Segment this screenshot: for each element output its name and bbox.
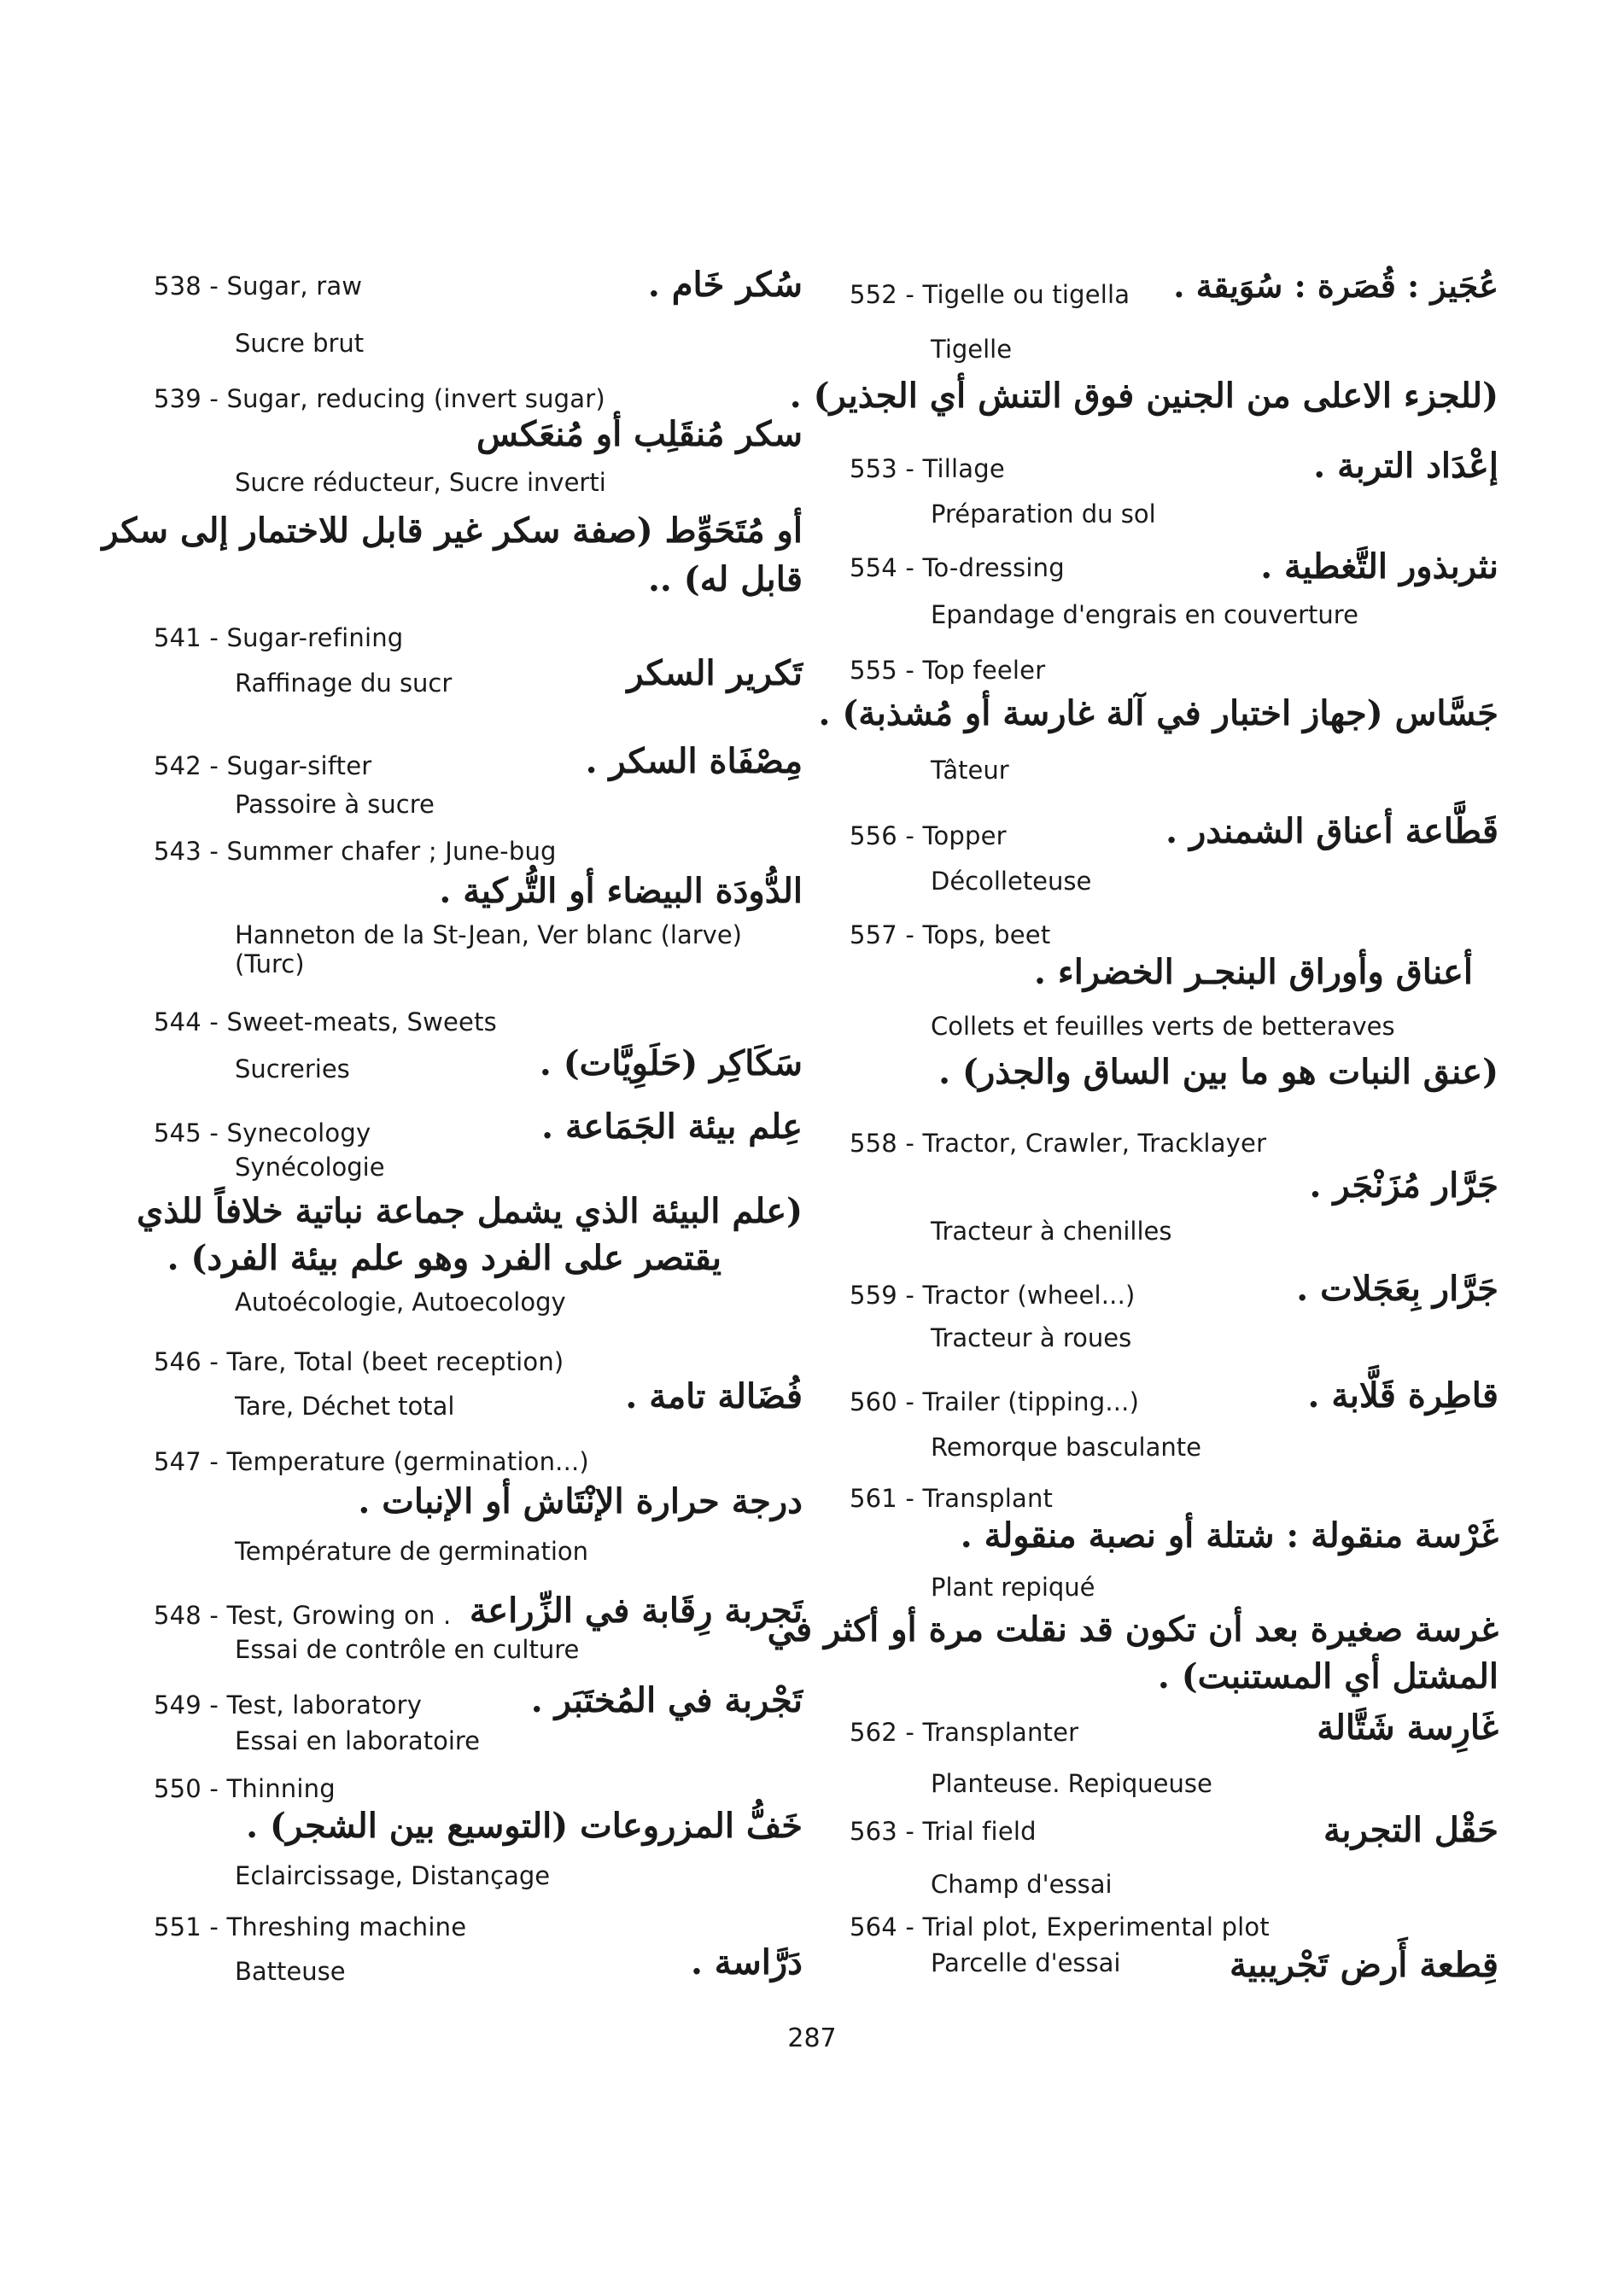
arabic-term: جَسَّاس (جهاز اختبار في آلة غارسة أو مُشذبة) . (818, 693, 1498, 733)
entry-547 (154, 1447, 803, 1476)
french-term: Collets et feuilles verts de betteraves (931, 1012, 1395, 1041)
french-term: Plant repiqué (931, 1573, 1095, 1602)
entry-562 (850, 1708, 1498, 1748)
french-term: Sucreries (235, 1054, 350, 1083)
arabic-term: خَفُّ المزروعات (التوسيع بين الشجر) . (246, 1806, 803, 1846)
entry-heading: 561 - Transplant (850, 1484, 1054, 1513)
entry-heading: 555 - Top feeler (850, 656, 1046, 685)
entry-553 (850, 446, 1498, 486)
arabic-term: أعناق وأوراق البنجـر الخضراء . (1034, 952, 1473, 992)
arabic-term: سَكَاكِر (حَلَوِيَّات) . (539, 1043, 803, 1083)
french-term: Tigelle (931, 335, 1013, 364)
entry-heading: 557 - Tops, beet (850, 920, 1051, 949)
entry-557 (850, 920, 1498, 949)
arabic-term: مِصْفَاة السكر . (585, 741, 803, 781)
arabic-term: تَجربة رِقَابة في الزِّراعة (469, 1591, 803, 1631)
arabic-term: تَجْربة في المُختَبَر . (530, 1680, 803, 1720)
entry-551 (154, 1912, 803, 1941)
arabic-term: سكر مُنقَلِب أو مُنعَكس (476, 414, 803, 454)
arabic-note: غرسة صغيرة بعد أن تكون قد نقلت مرة أو أكثر في (767, 1609, 1498, 1649)
french-term: Remorque basculante (931, 1433, 1201, 1462)
entry-560 (850, 1375, 1498, 1416)
french-term: Tracteur à chenilles (931, 1217, 1172, 1246)
french-note: Autoécologie, Autoecology (235, 1287, 566, 1317)
entry-heading: 552 - Tigelle ou tigella (850, 280, 1130, 309)
arabic-term: سُكر خَام . (647, 265, 803, 305)
entry-heading: 549 - Test, laboratory (154, 1690, 423, 1720)
french-term: Hanneton de la St-Jean, Ver blanc (larve) (235, 920, 742, 949)
french-note: (Turc) (235, 949, 305, 978)
french-term: Décolleteuse (931, 867, 1092, 896)
entry-heading: 558 - Tractor, Crawler, Tracklayer (850, 1129, 1267, 1158)
french-term: Eclaircissage, Distançage (235, 1861, 551, 1890)
entry-heading: 554 - To-dressing (850, 553, 1065, 582)
entry-heading: 546 - Tare, Total (beet reception) (154, 1347, 564, 1376)
arabic-note: (علم البيئة الذي يشمل جماعة نباتية خلافاً للذي (137, 1191, 803, 1231)
entry-546 (154, 1347, 803, 1376)
entry-heading: 539 - Sugar, reducing (invert sugar) (154, 384, 605, 413)
arabic-term: درجة حرارة الإنْتَاش أو الإنبات . (358, 1481, 803, 1521)
arabic-term: غَارِسة شَتَّالة (1317, 1708, 1498, 1748)
entry-heading: 560 - Trailer (tipping...) (850, 1387, 1140, 1416)
arabic-term: قِطعة أَرض تَجْريبية (1229, 1945, 1498, 1985)
entry-543 (154, 837, 803, 866)
entry-heading: 553 - Tillage (850, 454, 1005, 483)
arabic-term: إعْدَاد التربة . (1313, 446, 1498, 486)
entry-heading: 538 - Sugar, raw (154, 272, 363, 301)
entry-559 (850, 1269, 1498, 1310)
entry-heading: 547 - Temperature (germination...) (154, 1447, 589, 1476)
french-term: Passoire à sucre (235, 790, 435, 819)
entry-heading: 548 - Test, Growing on . (154, 1601, 452, 1630)
arabic-note: المشتل أي المستنبت) . (1157, 1656, 1498, 1696)
arabic-term: جَرَّار بِعَجَلات . (1296, 1269, 1498, 1309)
entry-564 (850, 1912, 1498, 1941)
french-term: Tare, Déchet total (235, 1392, 455, 1421)
arabic-term: تَكرير السكر (627, 653, 803, 693)
arabic-term: عِلم بيئة الجَمَاعة . (541, 1106, 803, 1147)
french-term: Synécologie (235, 1153, 385, 1182)
arabic-term: نثربذور التَّغطية . (1260, 546, 1498, 587)
entry-548 (154, 1591, 803, 1631)
arabic-term: الدُّودَة البيضاء أو التُّركية . (439, 871, 803, 911)
arabic-term: غَرْسة منقولة : شتلة أو نصبة منقولة . (960, 1515, 1498, 1556)
french-term: Tâteur (931, 756, 1009, 785)
entry-558 (850, 1129, 1498, 1158)
entry-heading: 550 - Thinning (154, 1774, 336, 1803)
french-term: Tracteur à roues (931, 1323, 1132, 1352)
french-term: Essai en laboratoire (235, 1726, 480, 1755)
arabic-term: عُجَيز : قُصَرة : سُوَيقة . (1173, 266, 1498, 305)
french-term: Essai de contrôle en culture (235, 1635, 580, 1664)
arabic-note: أو مُتَحَوِّط (صفة سكر غير قابل للاختمار إلى سكر (102, 511, 803, 551)
entry-545 (154, 1106, 803, 1147)
entry-563 (850, 1810, 1498, 1850)
entry-542 (154, 741, 803, 781)
entry-554 (850, 546, 1498, 587)
french-term: Parcelle d'essai (931, 1948, 1121, 1977)
arabic-note: (عنق النبات هو ما بين الساق والجذر) . (938, 1052, 1498, 1092)
arabic-term: حَقْل التجربة (1323, 1810, 1498, 1850)
entry-544 (154, 1007, 803, 1036)
french-term: Sucre réducteur, Sucre inverti (235, 468, 606, 497)
arabic-term: قاطِرة قَلَّابة . (1307, 1375, 1498, 1416)
entry-561 (850, 1484, 1498, 1513)
entry-555 (850, 656, 1498, 685)
entry-heading: 551 - Threshing machine (154, 1912, 467, 1941)
entry-541 (154, 623, 803, 652)
page-number: 287 (787, 2023, 837, 2053)
french-term: Champ d'essai (931, 1870, 1113, 1899)
entry-heading: 563 - Trial field (850, 1817, 1037, 1846)
entry-heading: 544 - Sweet-meats, Sweets (154, 1007, 497, 1036)
entry-heading: 562 - Transplanter (850, 1718, 1079, 1747)
arabic-note: يقتصر على الفرد وهو علم بيئة الفرد) . (166, 1238, 721, 1278)
entry-heading: 542 - Sugar-sifter (154, 751, 372, 780)
french-term: Sucre brut (235, 329, 365, 358)
entry-heading: 556 - Topper (850, 821, 1007, 850)
french-term: Préparation du sol (931, 499, 1156, 528)
entry-549 (154, 1680, 803, 1720)
arabic-term: جَرَّار مُزَنْجَر . (1309, 1165, 1498, 1206)
french-term: Planteuse. Repiqueuse (931, 1769, 1212, 1798)
entry-heading: 564 - Trial plot, Experimental plot (850, 1912, 1270, 1941)
entry-heading: 545 - Synecology (154, 1118, 371, 1147)
french-term: Température de germination (235, 1537, 589, 1566)
french-term: Raffinage du sucr (235, 669, 453, 698)
entry-556 (850, 811, 1498, 851)
arabic-note: قابل له) .. (648, 559, 803, 599)
entry-heading: 541 - Sugar-refining (154, 623, 404, 652)
entry-538 (154, 265, 803, 305)
entry-heading: 559 - Tractor (wheel...) (850, 1281, 1136, 1310)
entry-539 (154, 384, 803, 413)
entry-550 (154, 1774, 803, 1803)
french-term: Batteuse (235, 1957, 346, 1986)
arabic-term: دَرَّاسة . (690, 1942, 803, 1982)
arabic-term: فُضَالة تامة . (625, 1376, 803, 1416)
entry-heading: 543 - Summer chafer ; June-bug (154, 837, 557, 866)
arabic-note: (للجزء الاعلى من الجنين فوق التنش أي الجذير) . (789, 376, 1498, 416)
french-term: Epandage d'engrais en couverture (931, 600, 1358, 629)
arabic-term: قَطَّاعة أعناق الشمندر . (1165, 811, 1498, 851)
